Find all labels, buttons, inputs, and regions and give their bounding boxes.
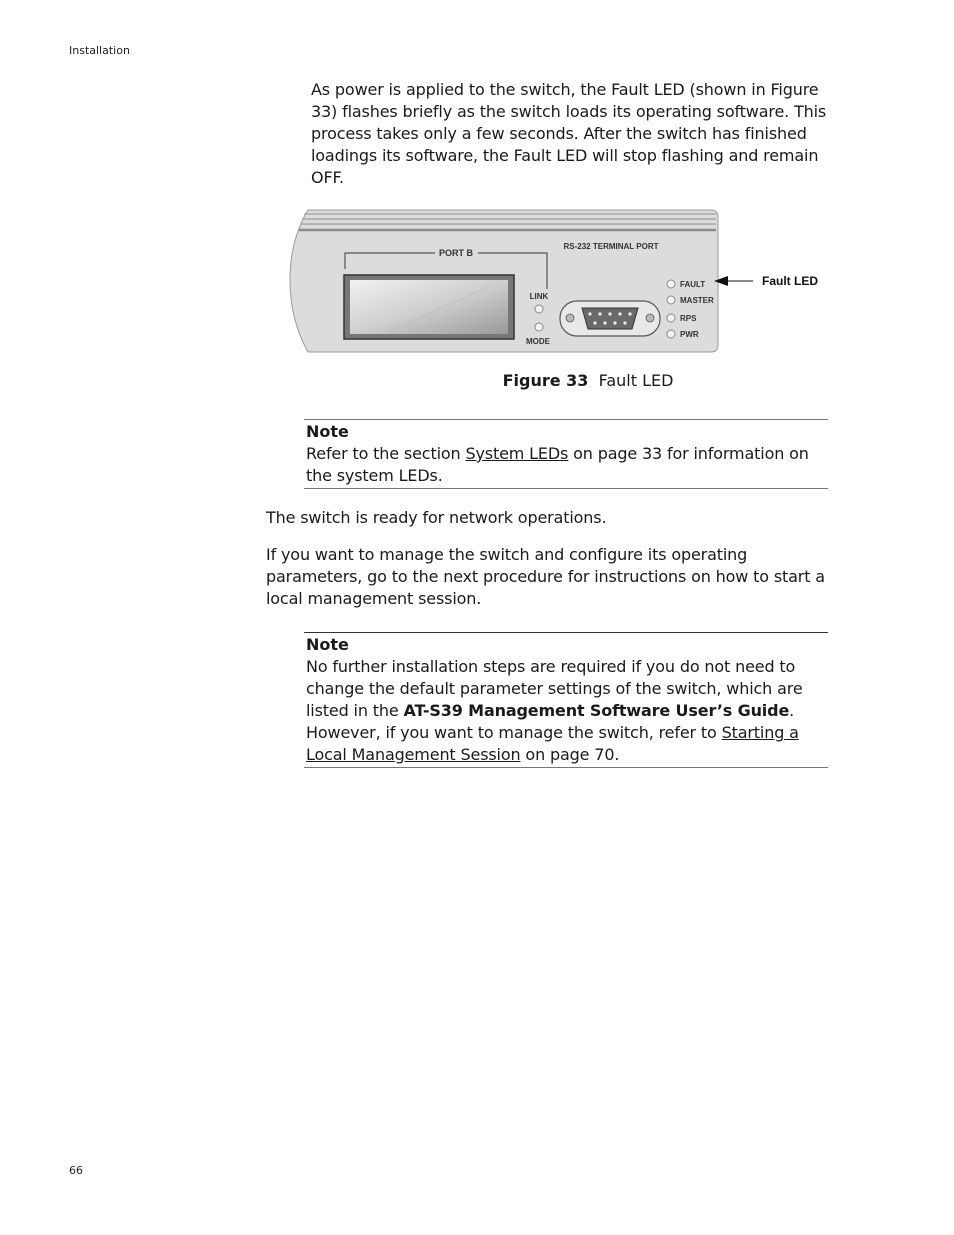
port-b-label: PORT B [438, 248, 474, 258]
running-header: Installation [69, 44, 130, 57]
link-label: LINK [529, 292, 549, 301]
led-label-pwr: PWR [680, 330, 699, 339]
local-management-link[interactable]: Starting a Local Management Session [306, 723, 799, 764]
note-management [304, 632, 828, 768]
note-title: Note [306, 422, 349, 441]
note-system-leds [304, 419, 828, 489]
guide-title: AT-S39 Management Software User’s Guide [403, 701, 790, 720]
rps-led [667, 314, 675, 322]
fault-led-callout: Fault LED [762, 274, 818, 288]
ready-paragraph: The switch is ready for network operations. [266, 508, 607, 527]
intro-paragraph: As power is applied to the switch, the Fault LED (shown in Figure 33) flashes briefly as the switch loads its operating software. This process takes only a few seconds. After the switch has finished loadings its software, the Fault LED will stop flashing and remain OFF. [311, 80, 827, 187]
led-label-rps: RPS [680, 314, 697, 323]
mode-led [535, 323, 543, 331]
link-led [535, 305, 543, 313]
pwr-led [667, 330, 675, 338]
master-led [667, 296, 675, 304]
fault-led [667, 280, 675, 288]
rs232-connector [560, 301, 660, 336]
figure-title: Fault LED [598, 371, 674, 390]
led-label-fault: FAULT [680, 280, 706, 289]
note-text: on page 70. [520, 745, 620, 764]
front-panel-figure [288, 205, 848, 360]
manage-paragraph: If you want to manage the switch and configure its operating parameters, go to the next procedure for instructions on how to start a local management session. [266, 545, 825, 608]
system-leds-link[interactable]: System LEDs [465, 444, 569, 463]
led-label-master: MASTER [680, 296, 714, 305]
page-number: 66 [69, 1164, 83, 1177]
note-body [304, 443, 828, 487]
note-text: No further installation steps are required if you do not need to change the default parameter settings of the switch, which are listed in the [306, 657, 803, 720]
mode-label: MODE [526, 337, 550, 346]
front-panel-illustration [288, 205, 848, 360]
figure-number: Figure 33 [502, 371, 589, 390]
figure-caption [288, 371, 888, 390]
note-title: Note [306, 635, 349, 654]
note-text: on page 33 for information on the system LEDs. [306, 444, 809, 485]
note-body [304, 656, 828, 766]
note-text: . However, if you want to manage the switch, refer to [306, 701, 795, 742]
note-text: Refer to the section [306, 444, 466, 463]
terminal-port-label: RS-232 TERMINAL PORT [563, 242, 659, 251]
